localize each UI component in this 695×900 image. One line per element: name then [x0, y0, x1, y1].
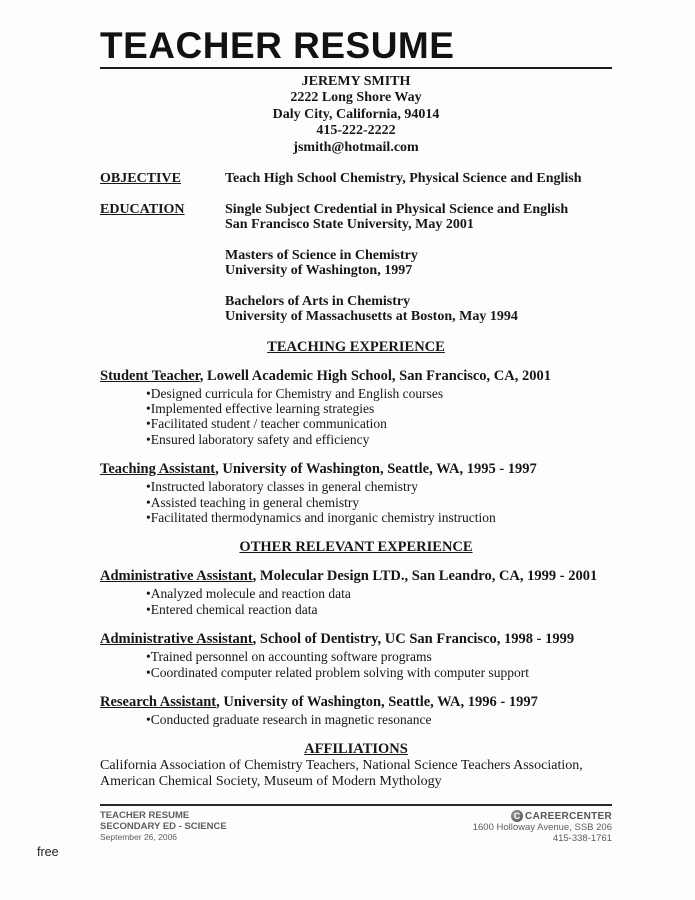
job-details: , University of Washington, Seattle, WA, 1995 - 1997 [215, 461, 537, 478]
footer-phone: 415-338-1761 [552, 833, 612, 844]
section-heading-teaching-experience: TEACHING EXPERIENCE [267, 338, 445, 355]
footer-doc-type: TEACHER RESUME [100, 810, 190, 821]
education-entries [225, 202, 612, 325]
job-details: , Lowell Academic High School, San Francisco, CA, 2001 [199, 367, 552, 384]
objective-row [100, 171, 612, 187]
affiliations-text: California Association of Chemistry Teachers, National Science Teachers Association, American Chemical Society, Museum of Modern Mythology [100, 758, 583, 790]
objective-label: OBJECTIVE [100, 171, 181, 187]
job-bullet: • Coordinated computer related problem solving with computer support [146, 665, 612, 680]
job-entry [100, 368, 612, 448]
contact-address-line2: Daly City, California, 94014 [272, 106, 440, 122]
education-degree: Single Subject Credential in Physical Science and English [225, 201, 569, 217]
title-divider [100, 67, 612, 69]
job-bullet: • Designed curricula for Chemistry and English courses [146, 386, 612, 401]
job-entry [100, 461, 612, 525]
job-bullet: • Facilitated thermodynamics and inorganic chemistry instruction [146, 510, 612, 525]
education-label: EDUCATION [100, 201, 185, 217]
contact-block [100, 74, 612, 156]
education-entry [225, 202, 612, 233]
job-bullet: • Facilitated student / teacher communication [146, 416, 612, 431]
careercenter-logo-icon: C [511, 810, 523, 822]
brand-row [473, 810, 612, 822]
job-details: , School of Dentistry, UC San Francisco, 1998 - 1999 [252, 631, 575, 648]
job-heading [100, 694, 612, 710]
contact-name: JEREMY SMITH [301, 74, 411, 89]
job-entry [100, 694, 612, 727]
job-heading [100, 568, 612, 584]
footer-right [473, 810, 612, 844]
job-bullet: • Entered chemical reaction data [146, 602, 612, 617]
education-school: University of Massachusetts at Boston, May 1994 [225, 309, 518, 325]
job-entry [100, 568, 612, 617]
education-school: University of Washington, 1997 [225, 263, 413, 279]
job-bullets [100, 649, 612, 680]
education-degree: Bachelors of Arts in Chemistry [225, 293, 411, 309]
job-details: , University of Washington, Seattle, WA, 1996 - 1997 [216, 694, 538, 710]
free-watermark: free [37, 845, 59, 859]
job-bullet: • Implemented effective learning strategies [146, 401, 612, 416]
job-heading [100, 631, 612, 647]
footer-doc-category: SECONDARY ED - SCIENCE [100, 821, 227, 832]
job-title: Administrative Assistant [100, 568, 253, 585]
footer-left [100, 810, 227, 844]
job-title: Administrative Assistant [100, 631, 253, 648]
contact-email: jsmith@hotmail.com [293, 139, 419, 155]
education-school: San Francisco State University, May 2001 [225, 217, 474, 233]
education-entry [225, 248, 612, 279]
contact-address-line1: 2222 Long Shore Way [290, 90, 422, 106]
job-heading [100, 461, 612, 477]
job-bullets [100, 712, 612, 727]
job-bullets [100, 386, 612, 448]
job-title: Teaching Assistant [100, 461, 216, 478]
brand-name: CAREERCENTER [525, 810, 612, 822]
footer-address: 1600 Holloway Avenue, SSB 206 [472, 822, 612, 833]
contact-phone: 415-222-2222 [316, 123, 396, 139]
job-title: Student Teacher [100, 367, 200, 384]
job-bullet: • Analyzed molecule and reaction data [146, 586, 612, 601]
education-entry [225, 294, 612, 325]
job-bullet: • Trained personnel on accounting software programs [146, 649, 612, 664]
page-footer [100, 804, 612, 844]
job-bullet: • Assisted teaching in general chemistry [146, 495, 612, 510]
section-heading-other-experience: OTHER RELEVANT EXPERIENCE [239, 539, 473, 556]
objective-text: Teach High School Chemistry, Physical Science and English [225, 171, 582, 187]
education-row [100, 202, 612, 325]
job-bullet: • Conducted graduate research in magnetic resonance [146, 712, 612, 727]
job-details: , Molecular Design LTD., San Leandro, CA, 1999 - 2001 [252, 568, 598, 585]
education-degree: Masters of Science in Chemistry [225, 247, 418, 263]
job-heading [100, 368, 612, 384]
document-title: TEACHER RESUME [100, 25, 455, 66]
job-entry [100, 631, 612, 680]
job-title: Research Assistant [100, 694, 217, 710]
job-bullet: • Ensured laboratory safety and efficiency [146, 432, 612, 447]
job-bullet: • Instructed laboratory classes in general chemistry [146, 479, 612, 494]
job-bullets [100, 586, 612, 617]
job-bullets [100, 479, 612, 525]
section-heading-affiliations: AFFILIATIONS [304, 741, 408, 758]
footer-date: September 26, 2006 [100, 832, 178, 842]
